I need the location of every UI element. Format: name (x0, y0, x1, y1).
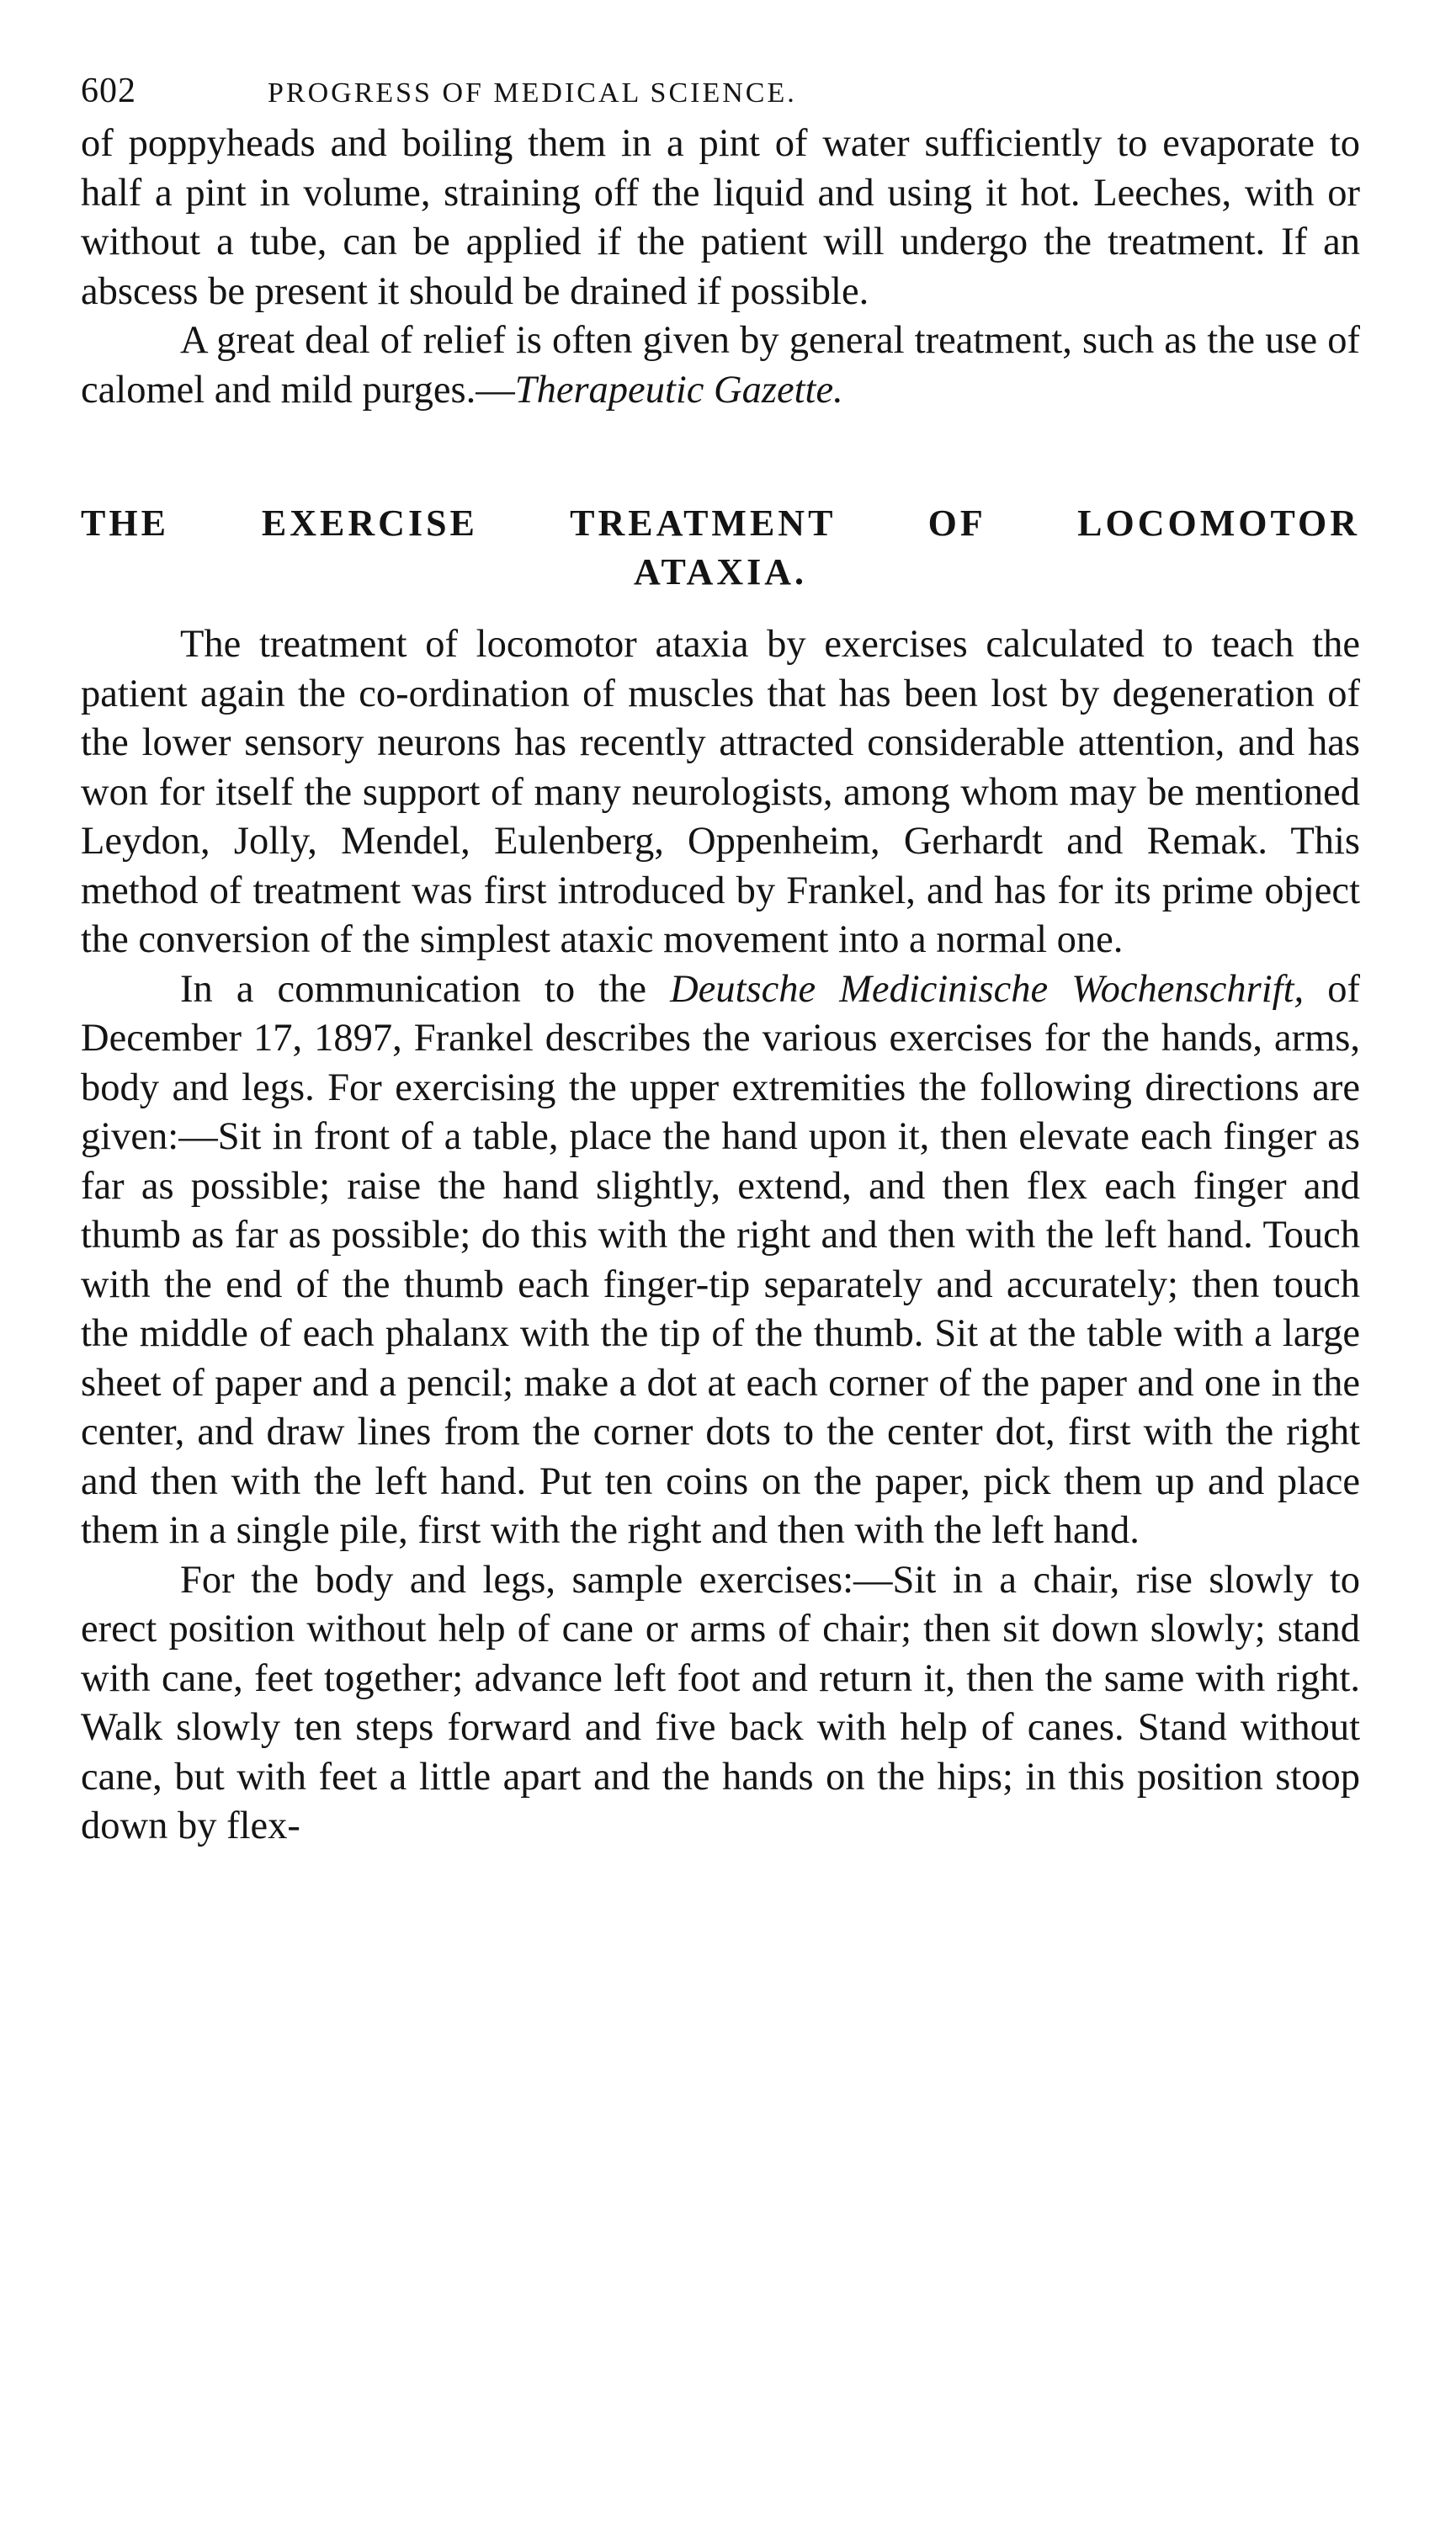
article-paragraph-3: For the body and legs, sample exercises:—Sit in a chair, rise slowly to erect position without help of cane or arms of chair; then sit down slowly; stand with cane, feet together; advance left foot and return it, then the same with right. Walk slowly ten steps forward and five back with help of canes. Stand without cane, but with feet a little apart and the hands on the hips; in this position stoop down by flex- (81, 1558, 1360, 1847)
article-heading-line-2: ATAXIA. (633, 551, 808, 593)
previous-article-text (81, 120, 1360, 415)
closing-paragraph (81, 316, 1360, 415)
article-paragraph-2 (81, 965, 1360, 1556)
article-body (81, 620, 1360, 1852)
article-paragraph-2-rest: of December 17, 1897, Frankel describes the various exercises for the hands, arms, body and legs. For exercising the upper extremities the following directions are given:—Sit in front of a table, place the hand upon it, then elevate each finger as far as possible; raise the hand slightly, extend, and then flex each finger and thumb as far as possible; do this with the right and then with the left hand. Touch with the end of the thumb each finger-tip separately and accurately; then touch the middle of each phalanx with the tip of the thumb. Sit at the table with a large sheet of paper and a pencil; make a dot at each corner of the paper and one in the center, and draw lines from the corner dots to the center dot, first with the right and then with the left hand. Put ten coins on the paper, pick them up and place them in a single pile, first with the right and then with the left hand. (81, 967, 1360, 1552)
running-header (81, 71, 1360, 125)
article-heading-line-1: THE EXERCISE TREATMENT OF LOCOMOTOR (81, 502, 1360, 544)
page-number: 602 (81, 72, 136, 110)
journal-title: Deutsche Medicinische Wochenschrift, (670, 967, 1305, 1011)
article-heading (81, 499, 1360, 597)
source-citation: Therapeutic Gazette. (514, 368, 843, 412)
article-paragraph-1: The treatment of locomotor ataxia by exercises calculated to teach the patient again the co-ordination of muscles that has been lost by degeneration of the lower sensory neurons has recently attracted considerable attention, and has won for itself the support of many neurologists, among whom may be mentioned Leydon, Jolly, Mendel, Eulenberg, Oppenheim, Gerhardt and Remak. This method of treatment was first introduced by Frankel, and has for its prime object the conversion of the simplest ataxic movement into a normal one. (81, 623, 1360, 961)
running-title: PROGRESS OF MEDICAL SCIENCE. (268, 77, 797, 109)
article-paragraph-2-intro: In a communication to the (180, 967, 671, 1011)
book-page (81, 71, 1360, 1852)
continued-paragraph: of poppyheads and boiling them in a pint of water sufficiently to evaporate to half a pint in volume, straining off the liquid and using it hot. Leeches, with or without a tube, can be applied if the patient will undergo the treatment. If an abscess be present it should be drained if possible. (81, 122, 1360, 313)
closing-paragraph-text: A great deal of relief is often given by general treatment, such as the use of calomel and mild purges.— (81, 319, 1360, 412)
